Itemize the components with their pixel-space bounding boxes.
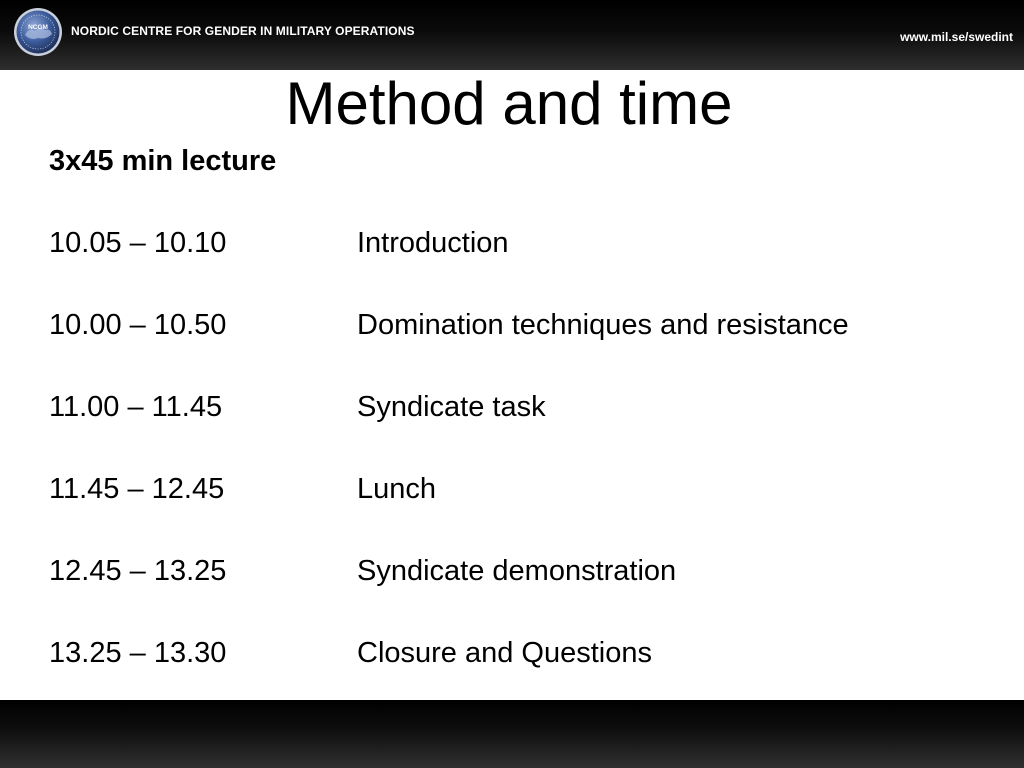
schedule-activity: Syndicate task <box>357 391 546 423</box>
schedule-activity: Lunch <box>357 473 437 505</box>
schedule-time: 10.00 – 10.50 <box>49 309 227 341</box>
schedule-time: 12.45 – 13.25 <box>49 555 227 587</box>
schedule-activity: Domination techniques and resistance <box>357 309 849 341</box>
schedule-row <box>49 471 989 507</box>
schedule-row <box>49 553 989 589</box>
schedule-row <box>49 635 989 671</box>
schedule-activity: Syndicate demonstration <box>357 555 677 587</box>
schedule-activity: Introduction <box>357 227 509 259</box>
schedule-activity: Closure and Questions <box>357 637 652 669</box>
schedule-row <box>49 225 989 261</box>
ncgm-logo <box>13 7 63 57</box>
schedule-time: 11.00 – 11.45 <box>49 391 223 423</box>
schedule-time: 13.25 – 13.30 <box>49 637 227 669</box>
footer-bar <box>0 700 1024 768</box>
schedule-time: 11.45 – 12.45 <box>49 473 225 505</box>
logo-text: NCGM <box>28 24 48 31</box>
schedule-row <box>49 307 989 343</box>
slide-subtitle: 3x45 min lecture <box>49 145 277 177</box>
organization-name: NORDIC CENTRE FOR GENDER IN MILITARY OPERATIONS <box>71 24 415 38</box>
schedule-row <box>49 389 989 425</box>
website-url: www.mil.se/swedint <box>900 30 1013 44</box>
schedule-time: 10.05 – 10.10 <box>49 227 227 259</box>
slide-title: Method and time <box>285 70 733 137</box>
header-bar <box>0 0 1024 70</box>
